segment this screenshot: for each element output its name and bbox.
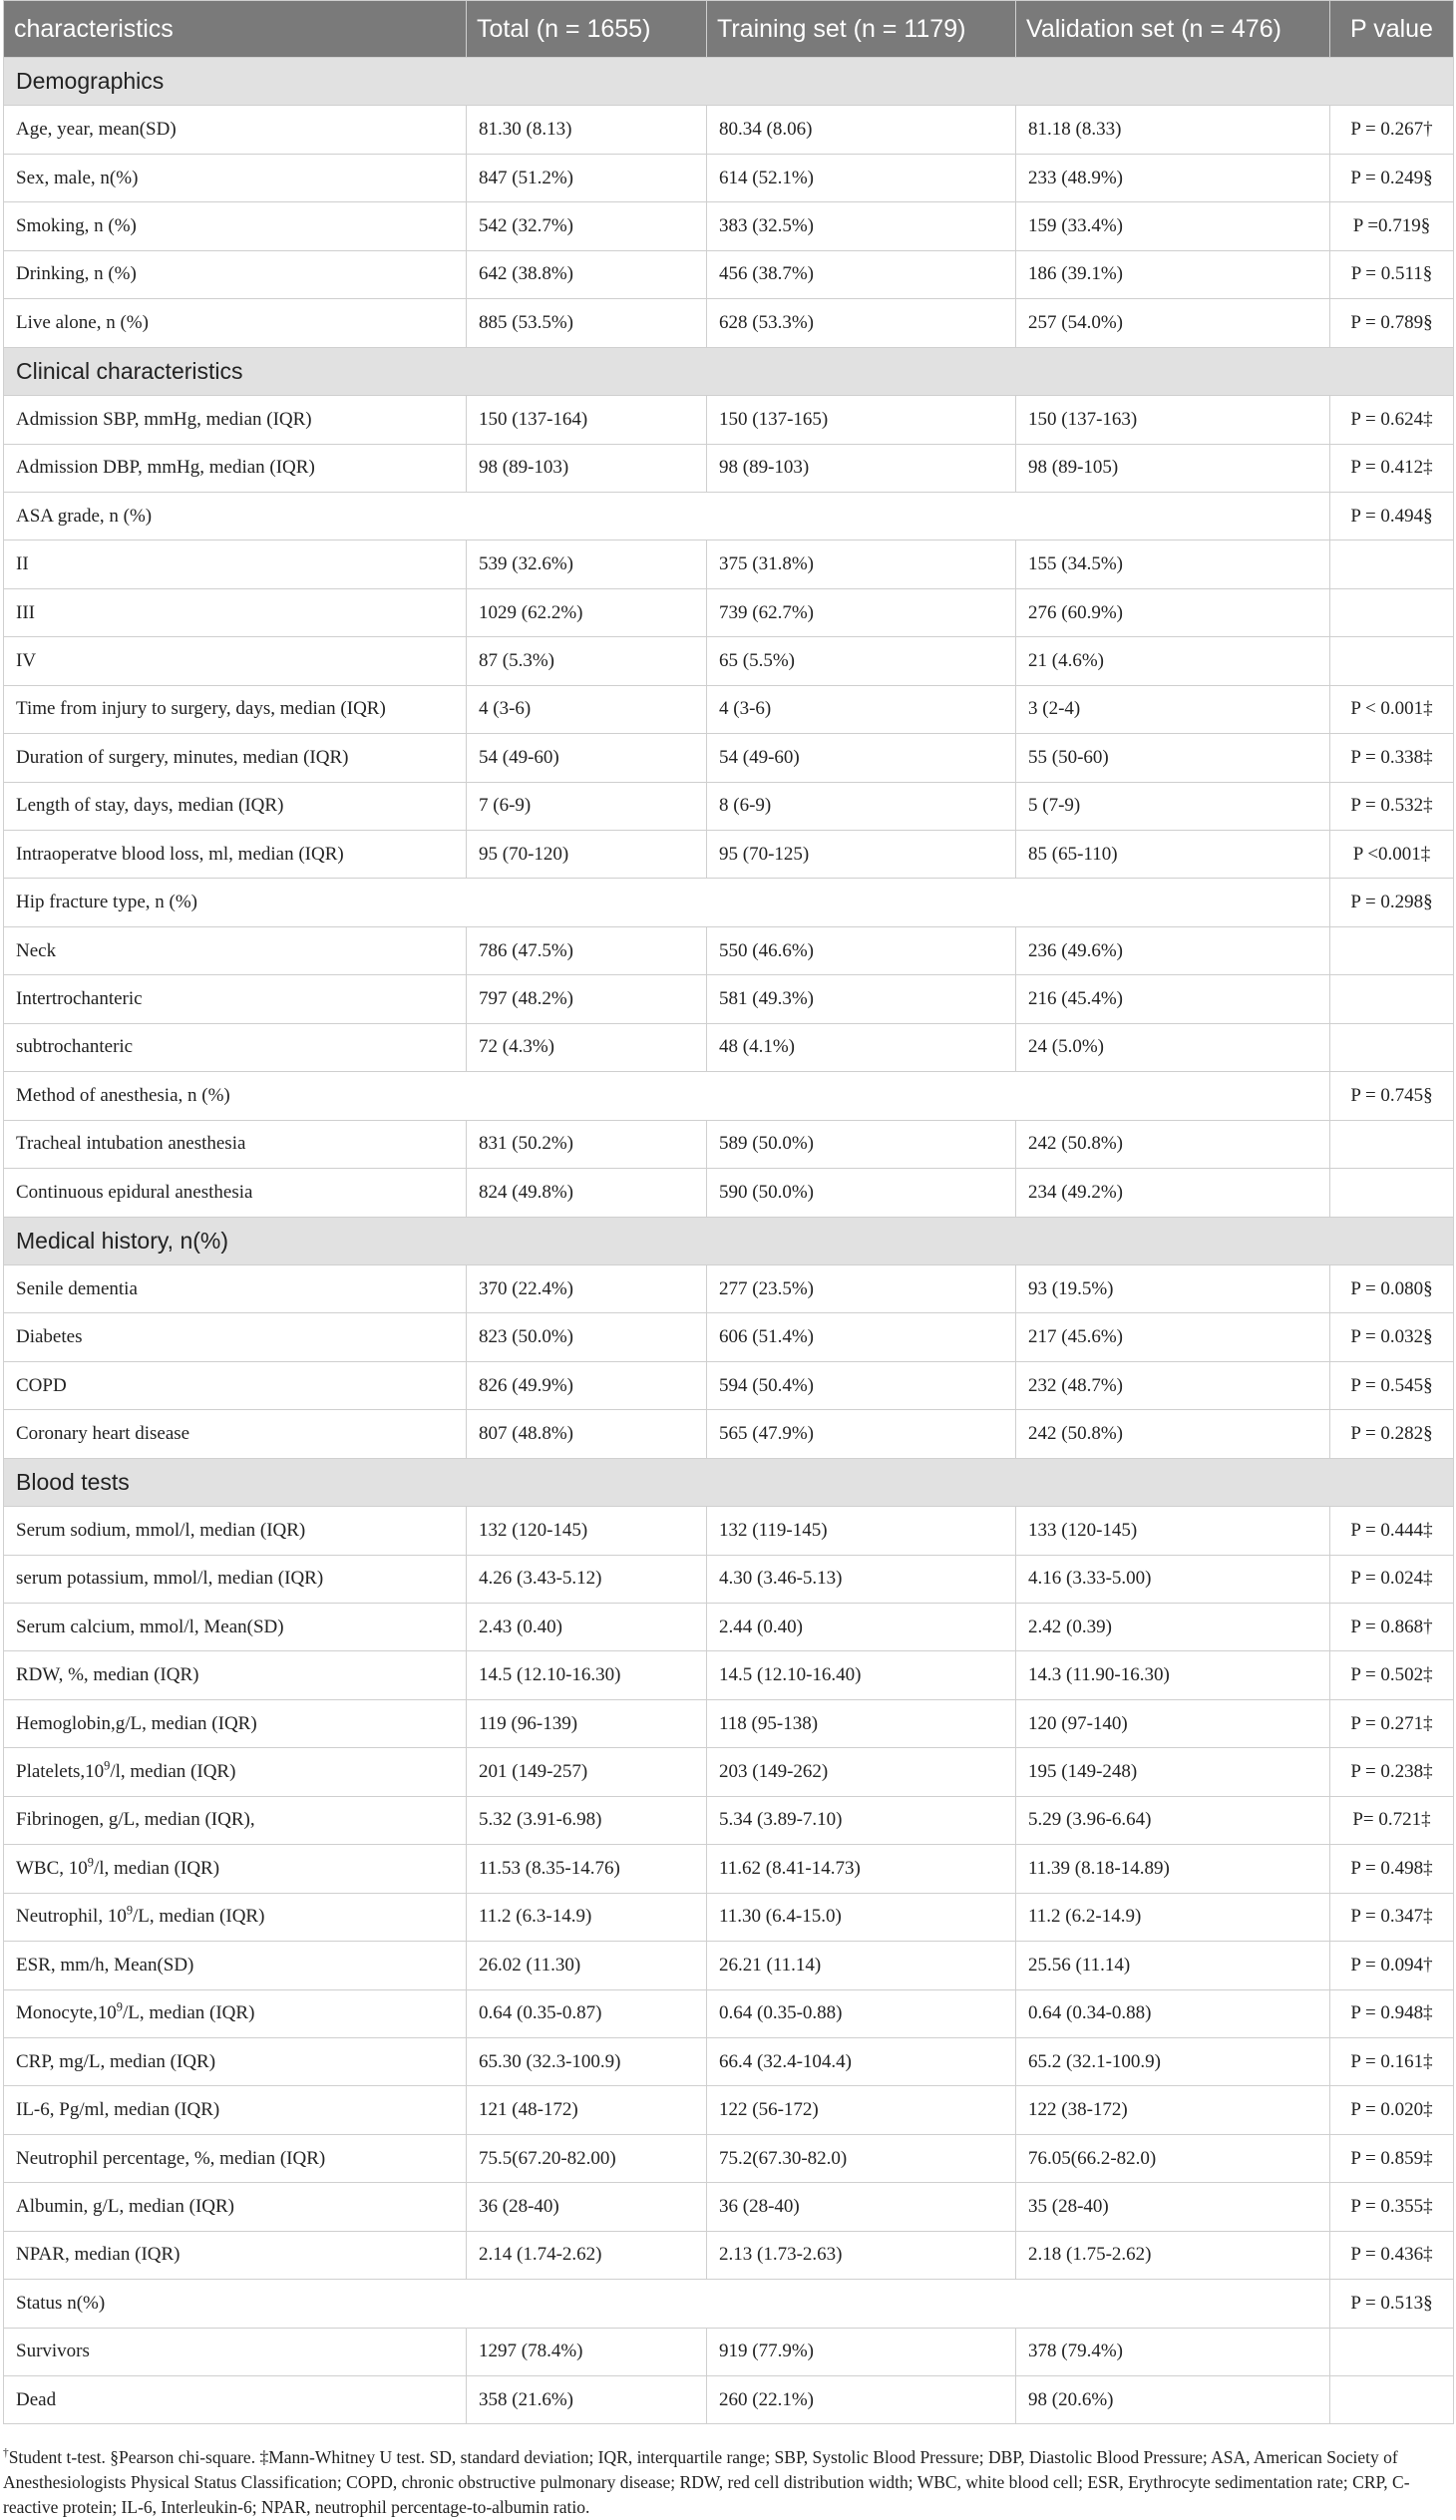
total-cell: 1029 (62.2%) — [467, 588, 707, 636]
validation-cell: 216 (45.4%) — [1016, 975, 1330, 1023]
total-cell: 95 (70-120) — [467, 831, 707, 879]
header-training-set: Training set (n = 1179) — [707, 1, 1016, 58]
p-value-cell: P = 0.436‡ — [1330, 2231, 1454, 2279]
p-value-cell — [1330, 637, 1454, 685]
total-cell: 87 (5.3%) — [467, 637, 707, 685]
validation-cell: 24 (5.0%) — [1016, 1023, 1330, 1071]
total-cell: 4.26 (3.43-5.12) — [467, 1555, 707, 1603]
p-value-cell: P = 0.859‡ — [1330, 2134, 1454, 2182]
category-label: Hip fracture type, n (%) — [4, 879, 1330, 926]
validation-cell: 5 (7-9) — [1016, 782, 1330, 830]
training-cell: 565 (47.9%) — [707, 1410, 1016, 1458]
row-label: Admission SBP, mmHg, median (IQR) — [4, 396, 467, 444]
table-row — [4, 734, 1454, 782]
training-cell: 54 (49-60) — [707, 734, 1016, 782]
total-cell: 826 (49.9%) — [467, 1361, 707, 1409]
validation-cell: 186 (39.1%) — [1016, 250, 1330, 298]
p-value-cell: P =0.719§ — [1330, 202, 1454, 250]
p-value-cell: P = 0.412‡ — [1330, 444, 1454, 492]
validation-cell: 2.18 (1.75-2.62) — [1016, 2231, 1330, 2279]
p-value-cell — [1330, 1120, 1454, 1168]
p-value-cell — [1330, 2376, 1454, 2424]
total-cell: 75.5(67.20-82.00) — [467, 2134, 707, 2182]
total-cell: 72 (4.3%) — [467, 1023, 707, 1071]
category-label: Status n(%) — [4, 2280, 1330, 2328]
training-cell: 14.5 (12.10-16.40) — [707, 1651, 1016, 1699]
validation-cell: 4.16 (3.33-5.00) — [1016, 1555, 1330, 1603]
table-row — [4, 1313, 1454, 1361]
training-cell: 118 (95-138) — [707, 1699, 1016, 1747]
validation-cell: 242 (50.8%) — [1016, 1410, 1330, 1458]
p-value-cell: P = 0.868† — [1330, 1604, 1454, 1651]
table-row — [4, 685, 1454, 733]
label-text: Neutrophil, 10 — [16, 1906, 127, 1928]
table-footnote — [3, 2439, 1453, 2520]
row-label: Tracheal intubation anesthesia — [4, 1120, 467, 1168]
row-label: RDW, %, median (IQR) — [4, 1651, 467, 1699]
training-cell: 132 (119-145) — [707, 1507, 1016, 1555]
validation-cell: 81.18 (8.33) — [1016, 106, 1330, 154]
validation-cell: 378 (79.4%) — [1016, 2328, 1330, 2375]
table-row — [4, 588, 1454, 636]
label-text-rest: /L, median (IQR) — [122, 2002, 255, 2024]
characteristics-table — [3, 0, 1454, 2424]
label-text-rest: /l, median (IQR) — [93, 1857, 220, 1879]
header-p-value: P value — [1330, 1, 1454, 58]
row-label: NPAR, median (IQR) — [4, 2231, 467, 2279]
validation-cell: 21 (4.6%) — [1016, 637, 1330, 685]
row-label: Serum sodium, mmol/l, median (IQR) — [4, 1507, 467, 1555]
table-row — [4, 1604, 1454, 1651]
p-value-cell: P = 0.282§ — [1330, 1410, 1454, 1458]
table-row — [4, 1264, 1454, 1312]
training-cell: 739 (62.7%) — [707, 588, 1016, 636]
training-cell: 8 (6-9) — [707, 782, 1016, 830]
training-cell: 4 (3-6) — [707, 685, 1016, 733]
validation-cell: 98 (20.6%) — [1016, 2376, 1330, 2424]
label-text-rest: /l, median (IQR) — [110, 1761, 236, 1783]
validation-cell: 150 (137-163) — [1016, 396, 1330, 444]
table-row — [4, 1893, 1454, 1941]
total-cell: 786 (47.5%) — [467, 926, 707, 974]
p-value-cell: P = 0.298§ — [1330, 879, 1454, 926]
training-cell: 614 (52.1%) — [707, 154, 1016, 201]
total-cell: 807 (48.8%) — [467, 1410, 707, 1458]
row-label: Drinking, n (%) — [4, 250, 467, 298]
training-cell: 590 (50.0%) — [707, 1169, 1016, 1217]
table-row — [4, 1651, 1454, 1699]
total-cell: 7 (6-9) — [467, 782, 707, 830]
total-cell: 98 (89-103) — [467, 444, 707, 492]
table-row — [4, 1845, 1454, 1893]
p-value-cell: P = 0.494§ — [1330, 492, 1454, 540]
table-row — [4, 2328, 1454, 2375]
label-superscript: 9 — [87, 1855, 94, 1870]
row-label: Length of stay, days, median (IQR) — [4, 782, 467, 830]
p-value-cell: P = 0.271‡ — [1330, 1699, 1454, 1747]
validation-cell: 25.56 (11.14) — [1016, 1942, 1330, 1989]
training-cell: 550 (46.6%) — [707, 926, 1016, 974]
header-total: Total (n = 1655) — [467, 1, 707, 58]
training-cell: 75.2(67.30-82.0) — [707, 2134, 1016, 2182]
row-label: Duration of surgery, minutes, median (IQR) — [4, 734, 467, 782]
total-cell: 5.32 (3.91-6.98) — [467, 1796, 707, 1844]
row-label: Survivors — [4, 2328, 467, 2375]
p-value-cell: P = 0.545§ — [1330, 1361, 1454, 1409]
validation-cell: 159 (33.4%) — [1016, 202, 1330, 250]
label-text: WBC, 10 — [16, 1857, 88, 1879]
section-label: Clinical characteristics — [4, 347, 1454, 395]
training-cell: 48 (4.1%) — [707, 1023, 1016, 1071]
validation-cell: 3 (2-4) — [1016, 685, 1330, 733]
table-header — [4, 1, 1454, 58]
validation-cell: 217 (45.6%) — [1016, 1313, 1330, 1361]
p-value-cell: P = 0.355‡ — [1330, 2183, 1454, 2231]
total-cell: 823 (50.0%) — [467, 1313, 707, 1361]
category-row — [4, 492, 1454, 540]
training-cell: 66.4 (32.4-104.4) — [707, 2037, 1016, 2085]
total-cell: 119 (96-139) — [467, 1699, 707, 1747]
training-cell: 203 (149-262) — [707, 1748, 1016, 1796]
total-cell: 539 (32.6%) — [467, 540, 707, 588]
validation-cell: 93 (19.5%) — [1016, 1264, 1330, 1312]
table-row — [4, 1023, 1454, 1071]
table-row — [4, 2086, 1454, 2134]
total-cell: 2.14 (1.74-2.62) — [467, 2231, 707, 2279]
row-label — [4, 1845, 467, 1893]
row-label: Hemoglobin,g/L, median (IQR) — [4, 1699, 467, 1747]
validation-cell: 55 (50-60) — [1016, 734, 1330, 782]
total-cell: 81.30 (8.13) — [467, 106, 707, 154]
row-label: Continuous epidural anesthesia — [4, 1169, 467, 1217]
p-value-cell — [1330, 1169, 1454, 1217]
p-value-cell: P <0.001‡ — [1330, 831, 1454, 879]
row-label: serum potassium, mmol/l, median (IQR) — [4, 1555, 467, 1603]
p-value-cell — [1330, 926, 1454, 974]
p-value-cell: P = 0.444‡ — [1330, 1507, 1454, 1555]
category-label: Method of anesthesia, n (%) — [4, 1072, 1330, 1120]
section-label: Medical history, n(%) — [4, 1217, 1454, 1264]
footnote-text: Student t-test. §Pearson chi-square. ‡Mann-Whitney U test. SD, standard deviation; IQR, interquartile range; SBP, Systolic Blood Pressure; DBP, Diastolic Blood Pressure; ASA, American Society of Anesthesiologists Physical Status Classification; COPD, chronic obstructive pulmonary disease; RDW, red cell distribution width; WBC, white blood cell; ESR, Erythrocyte sedimentation rate; CRP, C-reactive protein; IL-6, Interleukin-6; NPAR, neutrophil percentage-to-albumin ratio. — [3, 2447, 1410, 2517]
validation-cell: 35 (28-40) — [1016, 2183, 1330, 2231]
row-label: IL-6, Pg/ml, median (IQR) — [4, 2086, 467, 2134]
label-superscript: 9 — [104, 1758, 111, 1773]
table-row — [4, 202, 1454, 250]
section-row — [4, 1217, 1454, 1264]
p-value-cell — [1330, 1023, 1454, 1071]
row-label: II — [4, 540, 467, 588]
label-text: Monocyte,10 — [16, 2002, 117, 2024]
table-row — [4, 106, 1454, 154]
table-row — [4, 1507, 1454, 1555]
validation-cell: 236 (49.6%) — [1016, 926, 1330, 974]
total-cell: 65.30 (32.3-100.9) — [467, 2037, 707, 2085]
validation-cell: 257 (54.0%) — [1016, 299, 1330, 347]
validation-cell: 11.39 (8.18-14.89) — [1016, 1845, 1330, 1893]
table-row — [4, 975, 1454, 1023]
training-cell: 2.44 (0.40) — [707, 1604, 1016, 1651]
row-label: Live alone, n (%) — [4, 299, 467, 347]
p-value-cell: P = 0.502‡ — [1330, 1651, 1454, 1699]
table-row — [4, 2376, 1454, 2424]
total-cell: 847 (51.2%) — [467, 154, 707, 201]
table-row — [4, 444, 1454, 492]
category-label: ASA grade, n (%) — [4, 492, 1330, 540]
header-row — [4, 1, 1454, 58]
training-cell: 594 (50.4%) — [707, 1361, 1016, 1409]
p-value-cell: P = 0.532‡ — [1330, 782, 1454, 830]
training-cell: 150 (137-165) — [707, 396, 1016, 444]
p-value-cell: P = 0.789§ — [1330, 299, 1454, 347]
row-label: Intraoperatve blood loss, ml, median (IQR) — [4, 831, 467, 879]
validation-cell: 2.42 (0.39) — [1016, 1604, 1330, 1651]
training-cell: 95 (70-125) — [707, 831, 1016, 879]
label-text-rest: /L, median (IQR) — [133, 1906, 265, 1928]
validation-cell: 233 (48.9%) — [1016, 154, 1330, 201]
total-cell: 2.43 (0.40) — [467, 1604, 707, 1651]
total-cell: 885 (53.5%) — [467, 299, 707, 347]
table-row — [4, 2134, 1454, 2182]
table-row — [4, 2231, 1454, 2279]
validation-cell: 133 (120-145) — [1016, 1507, 1330, 1555]
validation-cell: 155 (34.5%) — [1016, 540, 1330, 588]
validation-cell: 11.2 (6.2-14.9) — [1016, 1893, 1330, 1941]
table-row — [4, 2037, 1454, 2085]
training-cell: 456 (38.7%) — [707, 250, 1016, 298]
p-value-cell — [1330, 588, 1454, 636]
table-row — [4, 1120, 1454, 1168]
validation-cell: 98 (89-105) — [1016, 444, 1330, 492]
total-cell: 1297 (78.4%) — [467, 2328, 707, 2375]
row-label: Fibrinogen, g/L, median (IQR), — [4, 1796, 467, 1844]
validation-cell: 120 (97-140) — [1016, 1699, 1330, 1747]
table-row — [4, 250, 1454, 298]
table-row — [4, 782, 1454, 830]
total-cell: 370 (22.4%) — [467, 1264, 707, 1312]
p-value-cell: P = 0.249§ — [1330, 154, 1454, 201]
p-value-cell: P = 0.498‡ — [1330, 1845, 1454, 1893]
training-cell: 628 (53.3%) — [707, 299, 1016, 347]
p-value-cell — [1330, 540, 1454, 588]
validation-cell: 122 (38-172) — [1016, 2086, 1330, 2134]
label-superscript: 9 — [116, 1999, 123, 2014]
p-value-cell: P = 0.032§ — [1330, 1313, 1454, 1361]
validation-cell: 65.2 (32.1-100.9) — [1016, 2037, 1330, 2085]
p-value-cell: P = 0.511§ — [1330, 250, 1454, 298]
row-label: Coronary heart disease — [4, 1410, 467, 1458]
table-row — [4, 637, 1454, 685]
row-label: Neck — [4, 926, 467, 974]
total-cell: 824 (49.8%) — [467, 1169, 707, 1217]
total-cell: 642 (38.8%) — [467, 250, 707, 298]
row-label: Time from injury to surgery, days, median (IQR) — [4, 685, 467, 733]
p-value-cell — [1330, 975, 1454, 1023]
table-row — [4, 154, 1454, 201]
table-row — [4, 1555, 1454, 1603]
row-label: IV — [4, 637, 467, 685]
table-body — [4, 58, 1454, 2424]
validation-cell: 0.64 (0.34-0.88) — [1016, 1989, 1330, 2037]
p-value-cell: P = 0.161‡ — [1330, 2037, 1454, 2085]
row-label: Neutrophil percentage, %, median (IQR) — [4, 2134, 467, 2182]
footnote-dagger: † — [3, 2447, 9, 2460]
row-label: subtrochanteric — [4, 1023, 467, 1071]
table-row — [4, 1942, 1454, 1989]
table-row — [4, 831, 1454, 879]
row-label: CRP, mg/L, median (IQR) — [4, 2037, 467, 2085]
validation-cell: 276 (60.9%) — [1016, 588, 1330, 636]
row-label: Admission DBP, mmHg, median (IQR) — [4, 444, 467, 492]
section-row — [4, 58, 1454, 106]
validation-cell: 76.05(66.2-82.0) — [1016, 2134, 1330, 2182]
label-superscript: 9 — [126, 1904, 133, 1919]
p-value-cell: P = 0.020‡ — [1330, 2086, 1454, 2134]
training-cell: 11.30 (6.4-15.0) — [707, 1893, 1016, 1941]
p-value-cell: P = 0.948‡ — [1330, 1989, 1454, 2037]
validation-cell: 85 (65-110) — [1016, 831, 1330, 879]
total-cell: 797 (48.2%) — [467, 975, 707, 1023]
p-value-cell: P = 0.338‡ — [1330, 734, 1454, 782]
table-row — [4, 2183, 1454, 2231]
category-row — [4, 879, 1454, 926]
p-value-cell: P = 0.238‡ — [1330, 1748, 1454, 1796]
row-label: COPD — [4, 1361, 467, 1409]
total-cell: 0.64 (0.35-0.87) — [467, 1989, 707, 2037]
training-cell: 260 (22.1%) — [707, 2376, 1016, 2424]
p-value-cell: P = 0.745§ — [1330, 1072, 1454, 1120]
training-cell: 919 (77.9%) — [707, 2328, 1016, 2375]
p-value-cell: P = 0.347‡ — [1330, 1893, 1454, 1941]
row-label: Smoking, n (%) — [4, 202, 467, 250]
table-row — [4, 1989, 1454, 2037]
row-label: Sex, male, n(%) — [4, 154, 467, 201]
row-label: Serum calcium, mmol/l, Mean(SD) — [4, 1604, 467, 1651]
table-row — [4, 926, 1454, 974]
total-cell: 26.02 (11.30) — [467, 1942, 707, 1989]
table-row — [4, 1748, 1454, 1796]
training-cell: 581 (49.3%) — [707, 975, 1016, 1023]
p-value-cell: P = 0.024‡ — [1330, 1555, 1454, 1603]
table-row — [4, 396, 1454, 444]
training-cell: 65 (5.5%) — [707, 637, 1016, 685]
table-row — [4, 540, 1454, 588]
p-value-cell: P = 0.094† — [1330, 1942, 1454, 1989]
row-label: Albumin, g/L, median (IQR) — [4, 2183, 467, 2231]
total-cell: 4 (3-6) — [467, 685, 707, 733]
validation-cell: 232 (48.7%) — [1016, 1361, 1330, 1409]
total-cell: 54 (49-60) — [467, 734, 707, 782]
validation-cell: 14.3 (11.90-16.30) — [1016, 1651, 1330, 1699]
table-row — [4, 1410, 1454, 1458]
row-label: Senile dementia — [4, 1264, 467, 1312]
training-cell: 122 (56-172) — [707, 2086, 1016, 2134]
section-row — [4, 1458, 1454, 1506]
row-label: Age, year, mean(SD) — [4, 106, 467, 154]
training-cell: 383 (32.5%) — [707, 202, 1016, 250]
row-label: Intertrochanteric — [4, 975, 467, 1023]
p-value-cell: P = 0.267† — [1330, 106, 1454, 154]
total-cell: 831 (50.2%) — [467, 1120, 707, 1168]
training-cell: 80.34 (8.06) — [707, 106, 1016, 154]
training-cell: 26.21 (11.14) — [707, 1942, 1016, 1989]
header-characteristics: characteristics — [4, 1, 467, 58]
row-label: Diabetes — [4, 1313, 467, 1361]
total-cell: 132 (120-145) — [467, 1507, 707, 1555]
training-cell: 4.30 (3.46-5.13) — [707, 1555, 1016, 1603]
row-label — [4, 1893, 467, 1941]
section-label: Blood tests — [4, 1458, 1454, 1506]
training-cell: 606 (51.4%) — [707, 1313, 1016, 1361]
row-label — [4, 1989, 467, 2037]
total-cell: 121 (48-172) — [467, 2086, 707, 2134]
training-cell: 0.64 (0.35-0.88) — [707, 1989, 1016, 2037]
header-validation-set: Validation set (n = 476) — [1016, 1, 1330, 58]
section-row — [4, 347, 1454, 395]
table-row — [4, 299, 1454, 347]
total-cell: 11.2 (6.3-14.9) — [467, 1893, 707, 1941]
total-cell: 358 (21.6%) — [467, 2376, 707, 2424]
training-cell: 277 (23.5%) — [707, 1264, 1016, 1312]
total-cell: 11.53 (8.35-14.76) — [467, 1845, 707, 1893]
p-value-cell: P= 0.721‡ — [1330, 1796, 1454, 1844]
section-label: Demographics — [4, 58, 1454, 106]
table-row — [4, 1796, 1454, 1844]
p-value-cell: P = 0.080§ — [1330, 1264, 1454, 1312]
training-cell: 11.62 (8.41-14.73) — [707, 1845, 1016, 1893]
p-value-cell: P = 0.624‡ — [1330, 396, 1454, 444]
training-cell: 375 (31.8%) — [707, 540, 1016, 588]
total-cell: 150 (137-164) — [467, 396, 707, 444]
training-cell: 5.34 (3.89-7.10) — [707, 1796, 1016, 1844]
training-cell: 36 (28-40) — [707, 2183, 1016, 2231]
training-cell: 98 (89-103) — [707, 444, 1016, 492]
row-label — [4, 1748, 467, 1796]
row-label: Dead — [4, 2376, 467, 2424]
table-row — [4, 1361, 1454, 1409]
validation-cell: 195 (149-248) — [1016, 1748, 1330, 1796]
row-label: ESR, mm/h, Mean(SD) — [4, 1942, 467, 1989]
table-row — [4, 1699, 1454, 1747]
total-cell: 14.5 (12.10-16.30) — [467, 1651, 707, 1699]
total-cell: 36 (28-40) — [467, 2183, 707, 2231]
p-value-cell: P < 0.001‡ — [1330, 685, 1454, 733]
category-row — [4, 1072, 1454, 1120]
label-text: Platelets,10 — [16, 1761, 105, 1783]
table-row — [4, 1169, 1454, 1217]
p-value-cell: P = 0.513§ — [1330, 2280, 1454, 2328]
validation-cell: 234 (49.2%) — [1016, 1169, 1330, 1217]
validation-cell: 242 (50.8%) — [1016, 1120, 1330, 1168]
validation-cell: 5.29 (3.96-6.64) — [1016, 1796, 1330, 1844]
total-cell: 201 (149-257) — [467, 1748, 707, 1796]
training-cell: 2.13 (1.73-2.63) — [707, 2231, 1016, 2279]
category-row — [4, 2280, 1454, 2328]
training-cell: 589 (50.0%) — [707, 1120, 1016, 1168]
row-label: III — [4, 588, 467, 636]
total-cell: 542 (32.7%) — [467, 202, 707, 250]
p-value-cell — [1330, 2328, 1454, 2375]
